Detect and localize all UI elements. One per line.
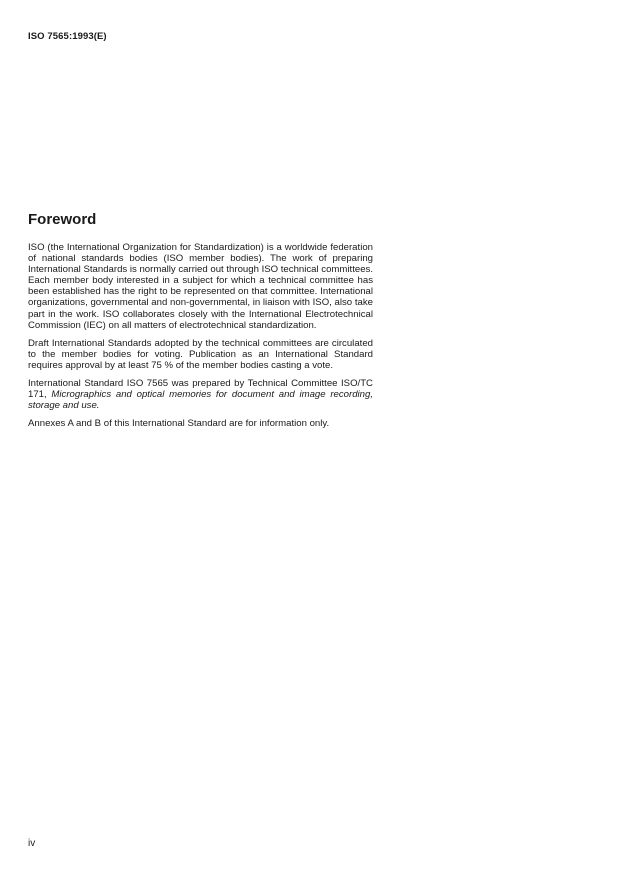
paragraph-iso-description: ISO (the International Organization for Standardization) is a worldwide federation of national standards bodies (ISO member bodies). The work of preparing International Standards is normally carried out through ISO technical committees. Each member body interested in a subject for which a technical committee has been established has the right to be represented on that committee. International organizations, governmental and non-governmental, in liaison with ISO, also take part in the work. ISO collaborates closely with the International Electrotechnical Commission (IEC) on all matters of electrotechnical standardization.	[28, 242, 374, 331]
paragraph-draft-standards: Draft International Standards adopted by the technical committees are circulated to the member bodies for voting. Publication as an International Standard requires approval by at least 75 % of the member bodies casting a vote.	[28, 337, 373, 371]
foreword-body	[28, 242, 373, 436]
paragraph-annexes: Annexes A and B of this International Standard are for information only.	[28, 418, 330, 430]
committee-title: Micrographics and optical memories for document and image recording, storage and use.	[28, 389, 374, 412]
page-number: iv	[28, 838, 36, 849]
document-header: ISO 7565:1993(E)	[28, 31, 107, 42]
section-title: Foreword	[28, 211, 97, 228]
paragraph-preparation	[28, 378, 373, 411]
preparation-text: International Standard ISO 7565 was prepared by Technical Committee ISO/TC 171,	[28, 378, 373, 401]
